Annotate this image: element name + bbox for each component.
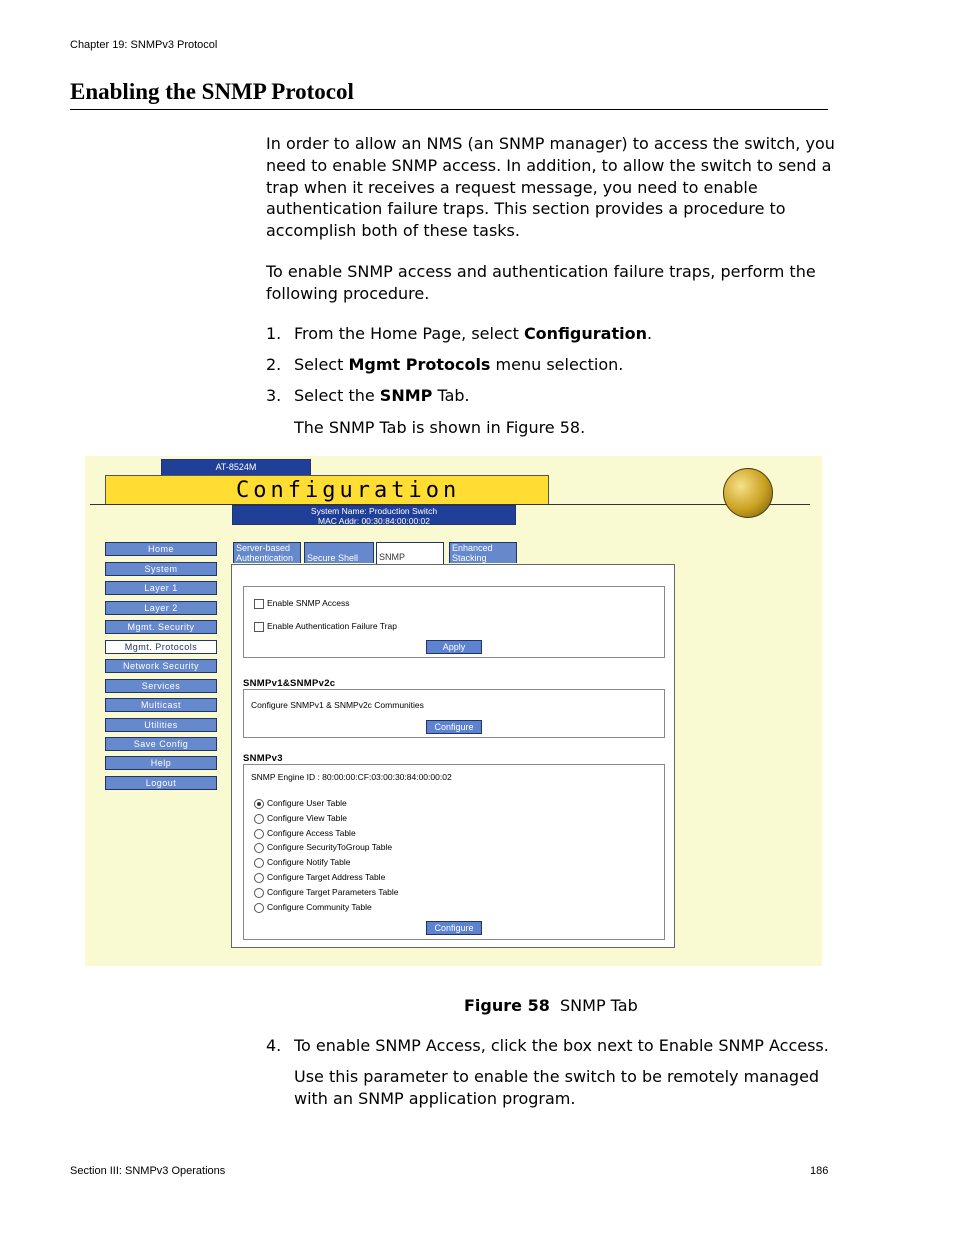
snmp-access-panel [243, 586, 665, 658]
nav-home[interactable]: Home [105, 542, 217, 556]
step-4-text: To enable SNMP Access, click the box next to Enable SNMP Access. [294, 1036, 829, 1055]
tab-enhanced-stacking[interactable] [449, 542, 517, 563]
v3-option-label: Configure Notify Table [267, 857, 351, 867]
v3-option-label: Configure Access Table [267, 828, 356, 838]
apply-button[interactable]: Apply [426, 640, 482, 654]
figure-snmp-tab [85, 456, 822, 966]
paragraph-line: To enable SNMP access and authentication failure traps, perform the [266, 262, 816, 281]
nav-mgmt-security[interactable]: Mgmt. Security [105, 620, 217, 634]
configure-communities-button[interactable]: Configure [426, 720, 482, 734]
section-title: Enabling the SNMP Protocol [70, 79, 354, 104]
v3-option-radio[interactable] [254, 858, 264, 868]
step-3 [266, 386, 281, 405]
v3-option-row [254, 887, 399, 898]
nav-multicast[interactable]: Multicast [105, 698, 217, 712]
step-4: 4. [266, 1036, 282, 1055]
v3-option-row [254, 828, 356, 839]
v3-option-row [254, 872, 385, 883]
v3-option-radio[interactable] [254, 829, 264, 839]
footer-section: Section III: SNMPv3 Operations [70, 1165, 226, 1177]
tab-label: Enhanced [452, 543, 493, 553]
step-2 [266, 355, 281, 374]
v1v2-panel [243, 689, 665, 738]
paragraph-line: following procedure. [266, 283, 430, 303]
enable-snmp-access-label: Enable SNMP Access [267, 598, 350, 608]
paragraph-line: trap when it receives a request message, you need to enable [266, 177, 758, 197]
mac-address: MAC Addr: 00:30:84:00:00:02 [318, 515, 430, 526]
nav-mgmt-protocols[interactable]: Mgmt. Protocols [105, 640, 217, 654]
enable-auth-trap-row [254, 621, 397, 632]
paragraph-line: accomplish both of these tasks. [266, 221, 520, 241]
v3-heading: SNMPv3 [243, 753, 283, 764]
nav-utilities[interactable]: Utilities [105, 718, 217, 732]
step-1 [266, 324, 281, 343]
step-emphasis: Configuration [523, 324, 647, 343]
step-2-text [294, 355, 623, 374]
paragraph-procedure [266, 261, 816, 305]
nav-layer1[interactable]: Layer 1 [105, 581, 217, 595]
nav-help[interactable]: Help [105, 756, 217, 770]
v3-option-label: Configure Community Table [267, 902, 372, 912]
nav-services[interactable]: Services [105, 679, 217, 693]
paragraph-line: with an SNMP application program. [294, 1088, 576, 1108]
step-1-text [294, 324, 652, 343]
step-text: . [646, 324, 653, 343]
step-number: 2. [266, 355, 282, 374]
step-4-note [294, 1066, 819, 1110]
step-3-note: The SNMP Tab is shown in Figure 58. [294, 418, 586, 437]
v3-option-row [254, 813, 347, 824]
step-text: From the Home Page, select [294, 324, 524, 343]
enable-snmp-access-row [254, 598, 350, 609]
paragraph-line: In order to allow an NMS (an SNMP manager) to access the switch, you [266, 134, 835, 153]
system-name: System Name: Production Switch [310, 506, 438, 516]
step-3-text [294, 386, 470, 405]
tab-label: Server-based [236, 543, 291, 553]
v3-option-row [254, 902, 372, 913]
system-info [232, 505, 516, 525]
paragraph-intro [266, 133, 835, 242]
banner-title: Configuration [236, 478, 461, 503]
enable-auth-trap-checkbox[interactable] [254, 622, 264, 632]
v1v2-label: Configure SNMPv1 & SNMPv2c Communities [251, 700, 424, 710]
step-text: Tab. [432, 386, 470, 405]
nav-logout[interactable]: Logout [105, 776, 217, 790]
step-text: Select [294, 355, 349, 374]
v3-option-row [254, 798, 347, 809]
v3-option-radio[interactable] [254, 799, 264, 809]
v3-option-label: Configure User Table [267, 798, 347, 808]
nav-system[interactable]: System [105, 562, 217, 576]
v3-option-label: Configure SecurityToGroup Table [267, 842, 393, 852]
globe-icon [723, 468, 773, 518]
tab-secure-shell[interactable]: Secure Shell [304, 542, 374, 563]
caption-text: SNMP Tab [560, 996, 638, 1015]
page-number: 186 [810, 1165, 829, 1177]
nav-network-security[interactable]: Network Security [105, 659, 217, 673]
enable-auth-trap-label: Enable Authentication Failure Trap [267, 621, 397, 631]
enable-snmp-access-checkbox[interactable] [254, 599, 264, 609]
nav-save-config[interactable]: Save Config [105, 737, 217, 751]
v3-option-label: Configure View Table [267, 813, 348, 823]
tab-server-auth[interactable] [233, 542, 301, 563]
v3-option-radio[interactable] [254, 903, 264, 913]
v3-option-radio[interactable] [254, 843, 264, 853]
tab-snmp[interactable]: SNMP [376, 542, 444, 566]
v3-option-label: Configure Target Parameters Table [267, 887, 399, 897]
step-emphasis: SNMP [379, 386, 433, 405]
v3-panel [243, 764, 665, 940]
v3-option-label: Configure Target Address Table [267, 872, 386, 882]
nav-layer2[interactable]: Layer 2 [105, 601, 217, 615]
step-number: 1. [266, 324, 282, 343]
running-header: Chapter 19: SNMPv3 Protocol [70, 39, 218, 51]
engine-id: SNMP Engine ID : 80:00:00:CF:03:00:30:84:00:00:02 [251, 772, 452, 782]
model-label: AT-8524M [161, 459, 311, 476]
step-text: menu selection. [490, 355, 624, 374]
v1v2-heading: SNMPv1&SNMPv2c [243, 678, 336, 689]
configuration-banner [105, 475, 549, 505]
caption-label: Figure 58 [464, 996, 550, 1015]
tab-label: Stacking [452, 552, 487, 563]
v3-option-row [254, 857, 350, 868]
paragraph-line: need to enable SNMP access. In addition, to allow the switch to send a [266, 155, 832, 175]
step-text: Select the [294, 386, 380, 405]
paragraph-line: Use this parameter to enable the switch to be remotely managed [294, 1067, 820, 1086]
paragraph-line: authentication failure traps. This section provides a procedure to [266, 199, 786, 219]
tab-label: Authentication [236, 552, 294, 563]
v3-option-radio[interactable] [254, 814, 264, 824]
v3-option-radio[interactable] [254, 873, 264, 883]
v3-option-row [254, 842, 392, 853]
v3-option-radio[interactable] [254, 888, 264, 898]
step-emphasis: Mgmt Protocols [348, 355, 491, 374]
figure-caption [464, 996, 638, 1015]
configure-v3-button[interactable]: Configure [426, 921, 482, 935]
step-number: 3. [266, 386, 282, 405]
title-rule [70, 109, 828, 110]
